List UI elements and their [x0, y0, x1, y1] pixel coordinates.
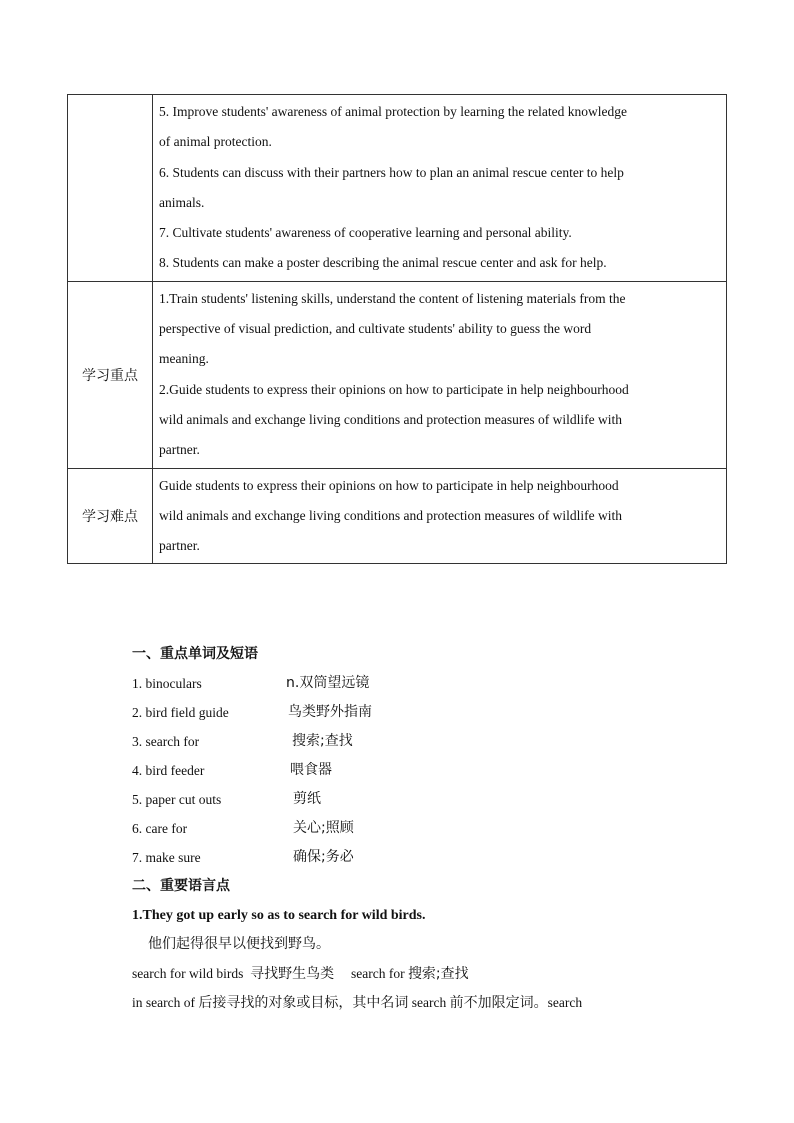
text-line: animals.: [159, 194, 205, 210]
vocab-term: 3. search for: [132, 734, 200, 749]
vocab-term: 1. binoculars: [132, 676, 202, 691]
text-line: partner.: [159, 442, 200, 458]
row-content: [153, 468, 727, 564]
text-line: meaning.: [159, 351, 209, 367]
text-line: Guide students to express their opinions on how to participate in help neighbourhood: [159, 477, 619, 493]
vocab-meaning: 确保;务必: [293, 849, 354, 865]
objectives-table: [67, 94, 727, 564]
note-en: search for wild birds: [132, 966, 244, 981]
list-item: [132, 814, 732, 843]
text-line: 7. Cultivate students' awareness of cooperative learning and personal ability.: [159, 225, 572, 241]
note-cn: 搜索;查找: [407, 966, 469, 982]
list-item: [132, 669, 732, 698]
note-en: search: [547, 995, 583, 1010]
row-label: [68, 95, 153, 282]
note-line: [132, 988, 732, 1017]
vocab-term: 4. bird feeder: [132, 763, 205, 778]
row-content: [153, 281, 727, 468]
note-line: [132, 959, 732, 988]
text-line: perspective of visual prediction, and cultivate students' ability to guess the word: [159, 321, 592, 337]
vocab-meaning: 搜索;查找: [292, 733, 353, 749]
list-item: [132, 698, 732, 727]
text-line: wild animals and exchange living conditions and protection measures of wildlife with: [159, 411, 623, 427]
text-line: 6. Students can discuss with their partners how to plan an animal rescue center to help: [159, 164, 624, 180]
vocab-term: 2. bird field guide: [132, 705, 229, 720]
text-line: partner.: [159, 538, 200, 554]
text-line: wild animals and exchange living conditions and protection measures of wildlife with: [159, 507, 623, 523]
list-item: [132, 756, 732, 785]
note-cn: 后接寻找的对象或目标，其中名词: [198, 995, 409, 1011]
note-cn: 前不加限定词。: [449, 995, 548, 1011]
row-label: 学习难点: [68, 468, 153, 564]
vocab-term: 5. paper cut outs: [132, 792, 222, 807]
language-point-title: 1.They got up early so as to search for wild birds.: [132, 908, 426, 923]
vocab-section: [132, 640, 732, 1017]
translation-line: 他们起得很早以便找到野鸟。: [148, 936, 330, 952]
vocab-term: 7. make sure: [132, 850, 201, 865]
vocab-term: 6. care for: [132, 821, 188, 836]
row-content: [153, 95, 727, 282]
text-line: 5. Improve students' awareness of animal protection by learning the related knowledge: [159, 104, 628, 119]
list-item: [132, 727, 732, 756]
list-item: [132, 843, 732, 872]
text-line: of animal protection.: [159, 134, 272, 150]
vocab-meaning: 喂食器: [290, 762, 332, 778]
note-en: search: [411, 995, 447, 1010]
vocab-meaning: 鸟类野外指南: [288, 704, 372, 720]
list-item: [132, 785, 732, 814]
vocab-meaning: 剪纸: [293, 791, 321, 807]
table-row: [68, 95, 727, 282]
vocab-meaning: 关心;照顾: [293, 820, 354, 836]
note-en: in search of: [132, 995, 195, 1010]
section-heading: 一、重点单词及短语: [132, 646, 258, 662]
text-line: 8. Students can make a poster describing the animal rescue center and ask for help.: [159, 255, 607, 271]
text-line: 1.Train students' listening skills, understand the content of listening materials from the: [159, 290, 626, 306]
text-line: 2.Guide students to express their opinions on how to participate in help neighbourhood: [159, 381, 629, 397]
table-row: [68, 281, 727, 468]
table-row: [68, 468, 727, 564]
section-heading: 二、重要语言点: [132, 878, 230, 894]
row-label: 学习重点: [68, 281, 153, 468]
vocab-meaning: n.双筒望远镜: [286, 675, 370, 691]
note-en: search for: [350, 966, 405, 981]
note-cn: 寻找野生鸟类: [250, 966, 335, 982]
